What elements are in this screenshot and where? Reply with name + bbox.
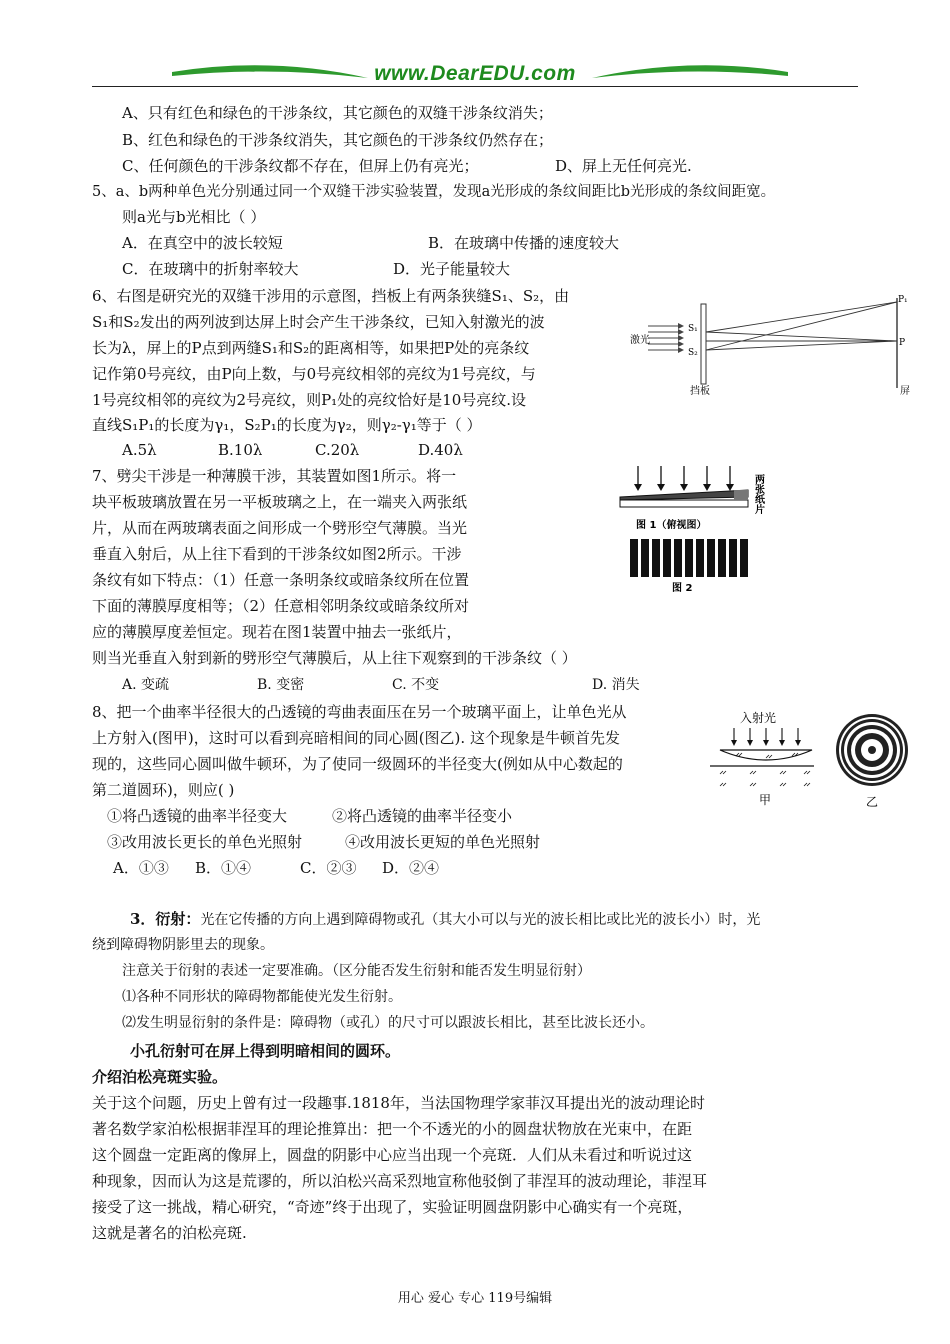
poisson-story-line2: 著名数学家泊松根据菲涅耳的理论推算出：把一个不透光的小的圆盘状物放在光束中，在距 [92, 1120, 693, 1138]
q6-stem-line6: 直线S₁P₁的长度为γ₁，S₂P₁的长度为γ₂，则γ₂-γ₁等于（ ） [92, 416, 482, 434]
q6-option-a: A.5λ [122, 441, 157, 459]
q4-option-b: B、红色和绿色的干涉条纹消失，其它颜色的干涉条纹仍然存在； [122, 131, 554, 149]
fig6-laser-label: 激光 [630, 335, 650, 346]
diffraction-point-1: ⑴各种不同形状的障碍物都能使光发生衍射。 [122, 989, 402, 1005]
fig6-s2-label: S₂ [688, 348, 698, 358]
q8-choice-4: ④改用波长更短的单色光照射 [345, 833, 541, 851]
poisson-spot-heading: 介绍泊松亮斑实验。 [92, 1068, 228, 1086]
q5-stem-line1: 5、a、b两种单色光分别通过同一个双缝干涉实验装置，发现a光形成的条纹间距比b光形成的条纹间距宽。 [92, 184, 776, 200]
q7-option-d: D. 消失 [592, 677, 640, 693]
q6-option-d: D.40λ [418, 441, 463, 459]
q5-option-a: A．在真空中的波长较短 [122, 234, 283, 252]
q5-stem-line2: 则a光与b光相比（ ） [122, 208, 266, 226]
diffraction-definition-1: 光在它传播的方向上遇到障碍物或孔（其大小可以与光的波长相比或比光的波长小）时，光 [200, 912, 761, 928]
q7-stem-line4: 垂直入射后，从上往下看到的干涉条纹如图2所示。干涉 [92, 545, 462, 563]
q6-stem-line5: 1号亮纹相邻的亮纹为2号亮纹，则P₁处的亮纹恰好是10号亮纹.设 [92, 391, 527, 409]
q4-option-a: A、只有红色和绿色的干涉条纹，其它颜色的双缝干涉条纹消失； [122, 104, 553, 122]
q7-stem-line6: 下面的薄膜厚度相等；（2）任意相邻明条纹或暗条纹所对 [92, 597, 470, 615]
newton-ring-apparatus-diagram [706, 708, 818, 808]
q7-option-c: C. 不变 [392, 677, 440, 693]
q6-stem-line2: S₁和S₂发出的两列波到达屏上时会产生干涉条纹，已知入射激光的波 [92, 313, 545, 331]
q5-option-c: C．在玻璃中的折射率较大 [122, 260, 299, 278]
q5-option-d: D．光子能量较大 [393, 260, 511, 278]
q5-option-b: B．在玻璃中传播的速度较大 [428, 234, 620, 252]
q8-option-d: D．②④ [382, 859, 440, 877]
q7-stem-line8: 则当光垂直入射到新的劈形空气薄膜后，从上往下观察到的干涉条纹（ ） [92, 649, 577, 667]
q8-stem-line1: 8、把一个曲率半径很大的凸透镜的弯曲表面压在另一个玻璃平面上，让单色光从 [92, 703, 627, 721]
wedge-interference-diagram [616, 464, 786, 599]
fig7-fig2-caption: 图 2 [672, 583, 693, 594]
q7-option-b: B. 变密 [257, 677, 305, 693]
poisson-story-line5: 接受了这一挑战，精心研究，“奇迹”终于出现了，实验证明圆盘阴影中心确实有一个亮斑， [92, 1198, 693, 1216]
q6-option-b: B.10λ [218, 441, 263, 459]
poisson-story-line4: 种现象，因而认为这是荒谬的，所以泊松兴高采烈地宣称他驳倒了菲涅耳的波动理论，菲涅耳 [92, 1172, 708, 1190]
fig7-paper-label: 两张纸片 [752, 474, 764, 514]
header-rule [92, 86, 858, 87]
q8-stem-line4: 第二道圆环)，则应( ) [92, 781, 235, 799]
diffraction-definition-2: 绕到障碍物阴影里去的现象。 [92, 937, 274, 953]
fig7-fig1-caption: 图 1（俯视图） [636, 520, 707, 531]
q7-stem-line3: 片，从而在两玻璃表面之间形成一个劈形空气薄膜。当光 [92, 519, 468, 537]
q6-stem-line1: 6、右图是研究光的双缝干涉用的示意图，挡板上有两条狭缝S₁、S₂，由 [92, 287, 570, 305]
q7-stem-line7: 应的薄膜厚度差恒定。现若在图1装置中抽去一张纸片， [92, 623, 462, 641]
q7-stem-line5: 条纹有如下特点：（1）任意一条明条纹或暗条纹所在位置 [92, 571, 470, 589]
pinhole-diffraction-statement: 小孔衍射可在屏上得到明暗相间的圆环。 [130, 1042, 401, 1060]
q7-option-a: A. 变疏 [122, 677, 170, 693]
site-logo: www.DearEDU.com [374, 62, 576, 85]
poisson-story-line3: 这个圆盘一定距离的像屏上，圆盘的阴影中心应当出现一个亮斑．人们从未看过和听说过这 [92, 1146, 693, 1164]
q8-option-a: A．①③ [113, 859, 169, 877]
diffraction-heading: 3．衍射： [130, 910, 201, 928]
q4-option-c: C、任何颜色的干涉条纹都不存在，但屏上仍有亮光； [122, 157, 479, 175]
q8-stem-line2: 上方射入(图甲)，这时可以看到亮暗相间的同心圆(图乙). 这个现象是牛顿首先发 [92, 729, 620, 747]
q8-choice-3: ③改用波长更长的单色光照射 [107, 833, 303, 851]
fig6-baffle-label: 挡板 [690, 386, 710, 397]
header-swoosh-right [590, 60, 790, 88]
q7-stem-line1: 7、劈尖干涉是一种薄膜干涉，其装置如图1所示。将一 [92, 467, 457, 485]
q6-option-c: C.20λ [315, 441, 360, 459]
q7-stem-line2: 块平板玻璃放置在另一平板玻璃之上，在一端夹入两张纸 [92, 493, 468, 511]
header-swoosh-left [170, 60, 370, 88]
diffraction-point-2: ⑵发生明显衍射的条件是：障碍物（或孔）的尺寸可以跟波长相比，甚至比波长还小。 [122, 1015, 654, 1031]
fig6-screen-label: 屏 [900, 386, 910, 397]
fig8-yi-label: 乙 [866, 795, 879, 809]
page-footer: 用心 爱心 专心 119号编辑 [397, 1291, 553, 1306]
q8-choice-2: ②将凸透镜的曲率半径变小 [332, 807, 513, 825]
fig6-p-label: P [899, 338, 906, 348]
double-slit-diagram [628, 288, 918, 400]
q8-choice-1: ①将凸透镜的曲率半径变大 [107, 807, 288, 825]
q8-stem-line3: 现的，这些同心圆叫做牛顿环，为了使同一级圆环的半径变大(例如从中心数起的 [92, 755, 623, 773]
fig6-s1-label: S₁ [688, 324, 698, 334]
q8-option-b: B．①④ [195, 859, 252, 877]
fig6-p1-label: P₁ [898, 295, 908, 305]
q6-stem-line4: 记作第0号亮纹，由P向上数，与0号亮纹相邻的亮纹为1号亮纹，与 [92, 365, 536, 383]
newton-rings-pattern [832, 712, 912, 810]
q8-option-c: C．②③ [300, 859, 357, 877]
q6-stem-line3: 长为λ，屏上的P点到两缝S₁和S₂的距离相等，如果把P处的亮条纹 [92, 339, 530, 357]
q4-option-d: D、屏上无任何亮光. [555, 157, 692, 175]
fig8-incident-label: 入射光 [740, 711, 777, 725]
diffraction-note: 注意关于衍射的表述一定要准确。（区分能否发生衍射和能否发生明显衍射） [122, 963, 591, 979]
poisson-story-line1: 关于这个问题，历史上曾有过一段趣事.1818年，当法国物理学家菲汉耳提出光的波动理论时 [92, 1094, 705, 1112]
fig8-jia-label: 甲 [759, 793, 772, 807]
poisson-story-line6: 这就是著名的泊松亮斑. [92, 1224, 247, 1242]
